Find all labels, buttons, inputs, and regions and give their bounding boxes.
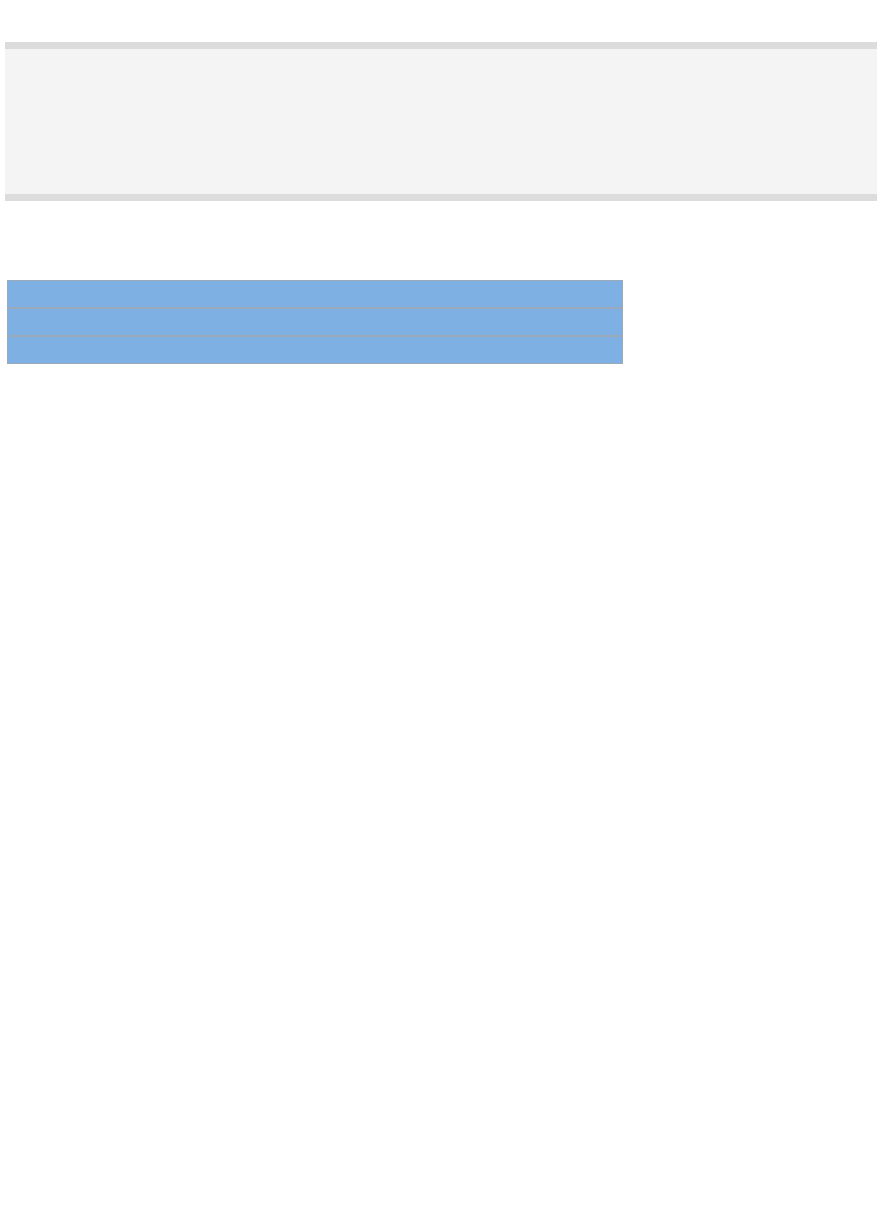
statement-title [7, 308, 623, 336]
company-name [7, 280, 623, 308]
statement-period [7, 336, 623, 364]
accounts-list [5, 42, 877, 201]
